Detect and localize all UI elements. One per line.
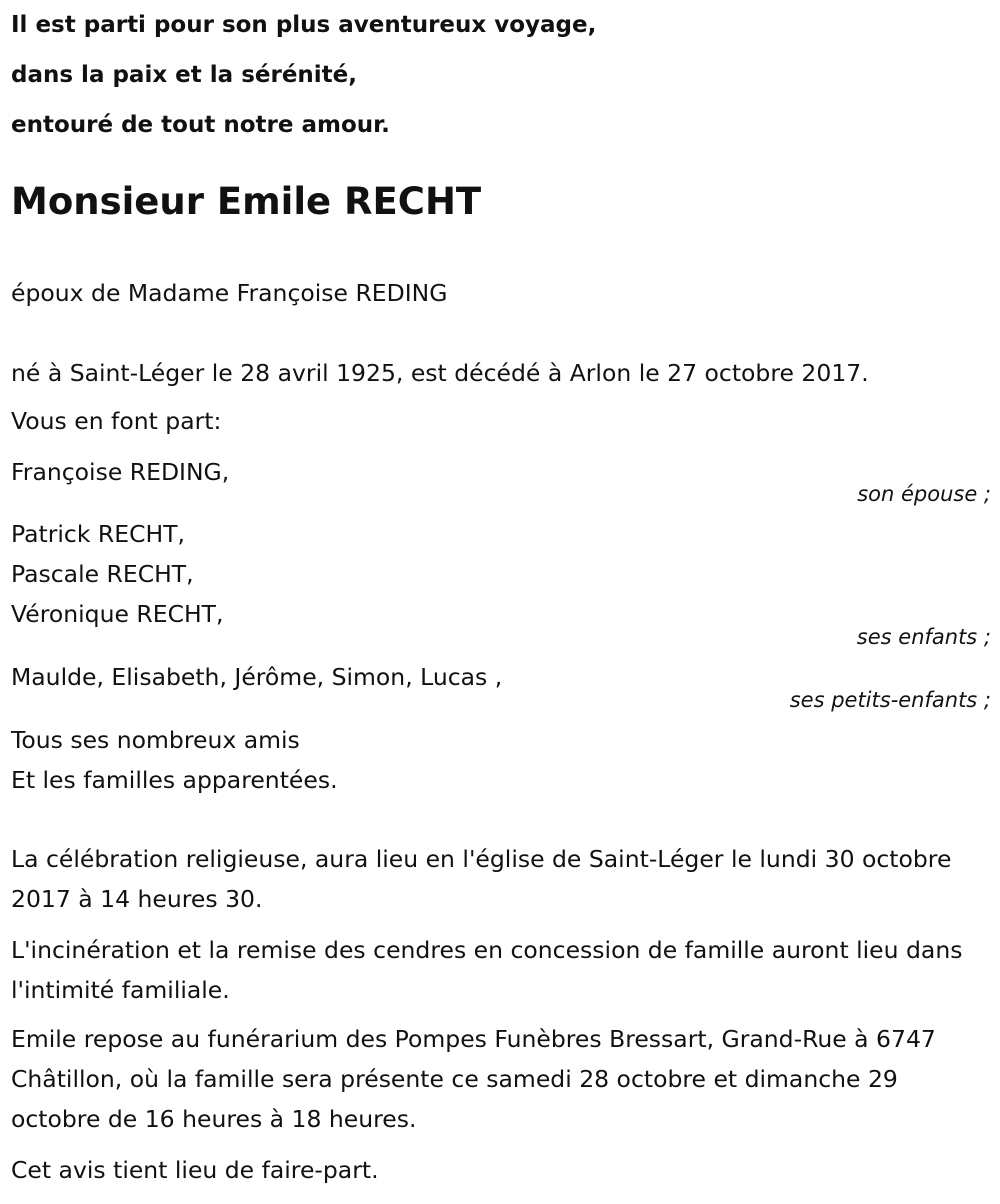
friends-line: Tous ses nombreux amis xyxy=(11,726,300,754)
intro-line-3: entouré de tout notre amour. xyxy=(11,112,390,138)
spouse-role: son épouse ; xyxy=(857,482,991,506)
announcers-intro: Vous en font part: xyxy=(11,407,222,435)
closing-paragraph: Cet avis tient lieu de faire-part. xyxy=(11,1156,379,1184)
spouse-line: époux de Madame Françoise REDING xyxy=(11,279,448,307)
ceremony-paragraph: La célébration religieuse, aura lieu en l'église de Saint-Léger le lundi 30 octobre 2017 à 14 heures 30. xyxy=(11,845,952,913)
birth-death-line: né à Saint-Léger le 28 avril 1925, est décédé à Arlon le 27 octobre 2017. xyxy=(11,359,869,387)
child-3: Véronique RECHT, xyxy=(11,600,224,628)
intro-line-2: dans la paix et la sérénité, xyxy=(11,62,358,88)
child-1: Patrick RECHT, xyxy=(11,520,186,548)
grandchildren-list: Maulde, Elisabeth, Jérôme, Simon, Lucas , xyxy=(11,663,503,691)
announcer-spouse: Françoise REDING, xyxy=(11,458,230,486)
children-role: ses enfants ; xyxy=(856,625,991,649)
intro-line-1: Il est parti pour son plus aventureux voyage, xyxy=(11,12,597,38)
visitation-paragraph: Emile repose au funérarium des Pompes Funèbres Bressart, Grand-Rue à 6747 Châtillon, où la famille sera présente ce samedi 28 octobre et dimanche 29 octobre de 16 heures à 18 heures. xyxy=(11,1025,936,1133)
deceased-name: Monsieur Emile RECHT xyxy=(11,180,482,223)
child-2: Pascale RECHT, xyxy=(11,560,194,588)
cremation-paragraph: L'incinération et la remise des cendres en concession de famille auront lieu dans l'intimité familiale. xyxy=(11,936,963,1004)
grandchildren-role: ses petits-enfants ; xyxy=(789,688,991,712)
families-line: Et les familles apparentées. xyxy=(11,766,338,794)
